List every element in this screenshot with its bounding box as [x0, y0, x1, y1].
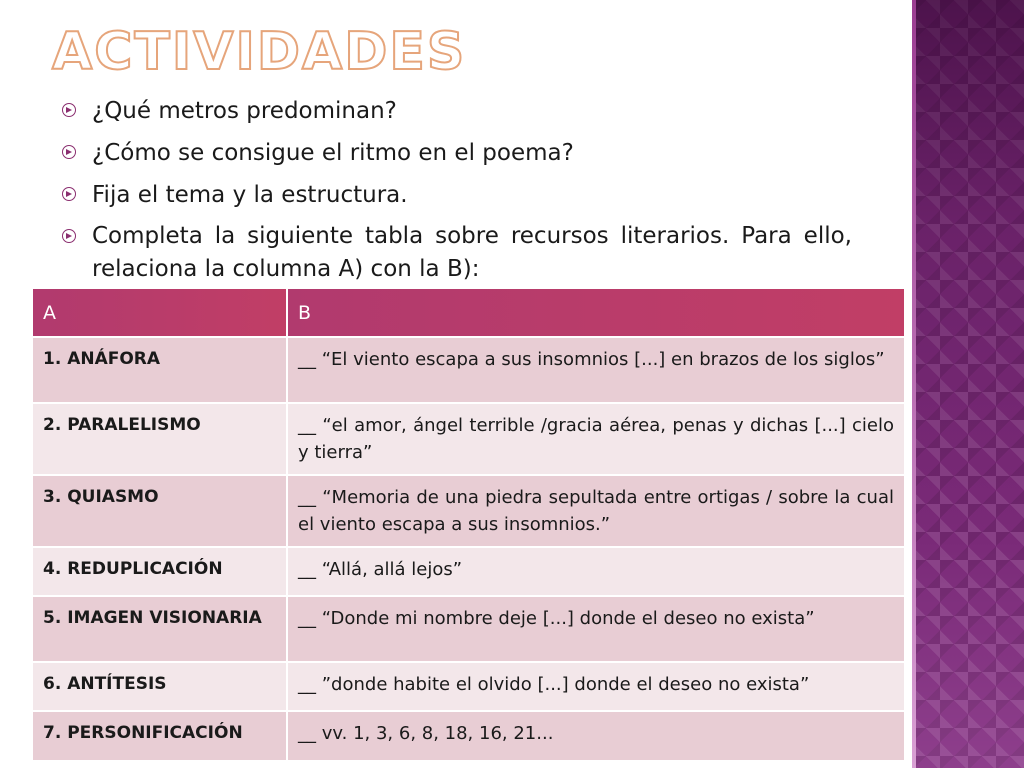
list-item: [62, 136, 852, 170]
device-name: 4. REDUPLICACIÓN: [33, 547, 287, 596]
device-example: __ “Allá, allá lejos”: [287, 547, 904, 596]
device-example: __ “el amor, ángel terrible /gracia aérea, penas y dichas [...] cielo y tierra”: [287, 403, 904, 475]
table-row: [33, 403, 904, 475]
device-name: 3. QUIASMO: [33, 475, 287, 547]
table-row: [33, 596, 904, 662]
decorative-side-band: [912, 0, 1024, 768]
column-header-a: A: [33, 289, 287, 337]
device-name: 1. ANÁFORA: [33, 337, 287, 403]
table-row: [33, 711, 904, 760]
device-name: 5. IMAGEN VISIONARIA: [33, 596, 287, 662]
table-row: [33, 475, 904, 547]
device-example: __ “El viento escapa a sus insomnios [...] en brazos de los siglos”: [287, 337, 904, 403]
list-item-text: Completa la siguiente tabla sobre recursos literarios. Para ello, relaciona la columna A) con la B):: [92, 223, 852, 282]
column-header-b: B: [287, 289, 904, 337]
literary-devices-table: [33, 289, 904, 760]
circle-arrow-bullet-icon: [62, 187, 76, 201]
device-name: 7. PERSONIFICACIÓN: [33, 711, 287, 760]
table-header-row: [33, 289, 904, 337]
device-example: __ vv. 1, 3, 6, 8, 18, 16, 21...: [287, 711, 904, 760]
table-row: [33, 662, 904, 711]
device-name: 6. ANTÍTESIS: [33, 662, 287, 711]
circle-arrow-bullet-icon: [62, 229, 76, 243]
device-name: 2. PARALELISMO: [33, 403, 287, 475]
slide-title: ACTIVIDADES: [52, 22, 467, 82]
list-item-text: Fija el tema y la estructura.: [92, 182, 408, 208]
list-item-text: ¿Qué metros predominan?: [92, 98, 397, 124]
device-example: __ “Donde mi nombre deje [...] donde el deseo no exista”: [287, 596, 904, 662]
table-row: [33, 547, 904, 596]
activity-list: [62, 94, 852, 294]
device-example: __ “Memoria de una piedra sepultada entre ortigas / sobre la cual el viento escapa a sus insomnios.”: [287, 475, 904, 547]
circle-arrow-bullet-icon: [62, 145, 76, 159]
list-item: [62, 220, 852, 286]
list-item: [62, 94, 852, 128]
list-item: [62, 178, 852, 212]
circle-arrow-bullet-icon: [62, 103, 76, 117]
device-example: __ ”donde habite el olvido [...] donde el deseo no exista”: [287, 662, 904, 711]
list-item-text: ¿Cómo se consigue el ritmo en el poema?: [92, 140, 574, 166]
table-row: [33, 337, 904, 403]
